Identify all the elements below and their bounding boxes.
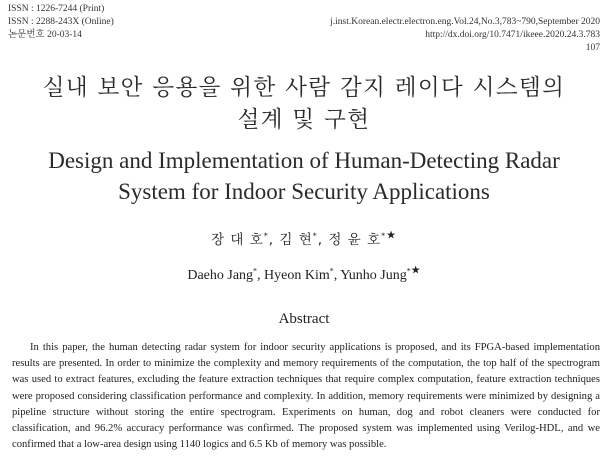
affiliation-mark: * [381, 231, 387, 241]
author-name: 장 대 호 [211, 232, 264, 248]
affiliation-mark: * [406, 266, 411, 276]
korean-title-line2: 설계 및 구현 [237, 107, 371, 133]
doi-link[interactable]: http://dx.doi.org/10.7471/ikeee.2020.24.3.783 [425, 30, 600, 40]
author-separator: , [333, 268, 341, 283]
journal-reference: j.inst.Korean.electr.electron.eng.Vol.24,No.3,783~790,September 2020 [330, 17, 600, 27]
affiliation-mark: * [312, 231, 318, 241]
korean-title-line1: 실내 보안 응용을 위한 사람 감지 레이다 시스템의 [42, 75, 566, 101]
english-title-line2: System for Indoor Security Applications [118, 179, 490, 204]
korean-authors [0, 228, 608, 248]
issn-online: ISSN : 2288-243X (Online) [8, 17, 114, 27]
abstract-heading: Abstract [278, 311, 330, 327]
english-title [0, 145, 608, 207]
corresponding-author-star-icon: ★ [386, 228, 397, 242]
english-authors [0, 264, 608, 284]
header-right-meta [330, 16, 600, 55]
author-separator: , [257, 268, 265, 283]
korean-title [0, 72, 608, 136]
page-number: 107 [585, 43, 600, 53]
affiliation-mark: * [329, 266, 334, 276]
issn-print: ISSN : 1226-7244 (Print) [8, 4, 105, 14]
author-name: Yunho Jung [340, 268, 407, 283]
paper-number: 논문번호 20-03-14 [8, 30, 82, 40]
author-name: 김 현 [279, 232, 313, 248]
affiliation-mark: * [253, 266, 258, 276]
abstract-body: In this paper, the human detecting radar system for indoor security applications is proposed, and its FPGA-based implementation results are presented. In order to minimize the complexity and memory requirements of the computation, the top half of the spectrogram was used to extract features, excluding the feature extraction techniques that require complex computation, feature extraction techniques were proposed considering classification performance and complexity. In addition, memory requirements were minimized by designing a pipeline structure without storing the entire spectrogram. Experiments on human, dog and robot cleaners were conducted for classification, and 96.2% accuracy performance was confirmed. The proposed system was implemented using Verilog-HDL, and we confirmed that a low-area design using 1140 logics and 6.5 Kb of memory was possible. [12, 342, 600, 451]
author-name: Daeho Jang [187, 268, 254, 283]
corresponding-author-star-icon: ★ [410, 264, 421, 277]
author-separator: , [317, 232, 329, 248]
header-left-meta [8, 3, 114, 42]
author-separator: , [268, 232, 280, 248]
author-name: Hyeon Kim [264, 268, 330, 283]
author-name: 정 윤 호 [328, 232, 382, 248]
english-title-line1: Design and Implementation of Human-Detecting Radar [48, 148, 560, 173]
affiliation-mark: * [263, 231, 269, 241]
